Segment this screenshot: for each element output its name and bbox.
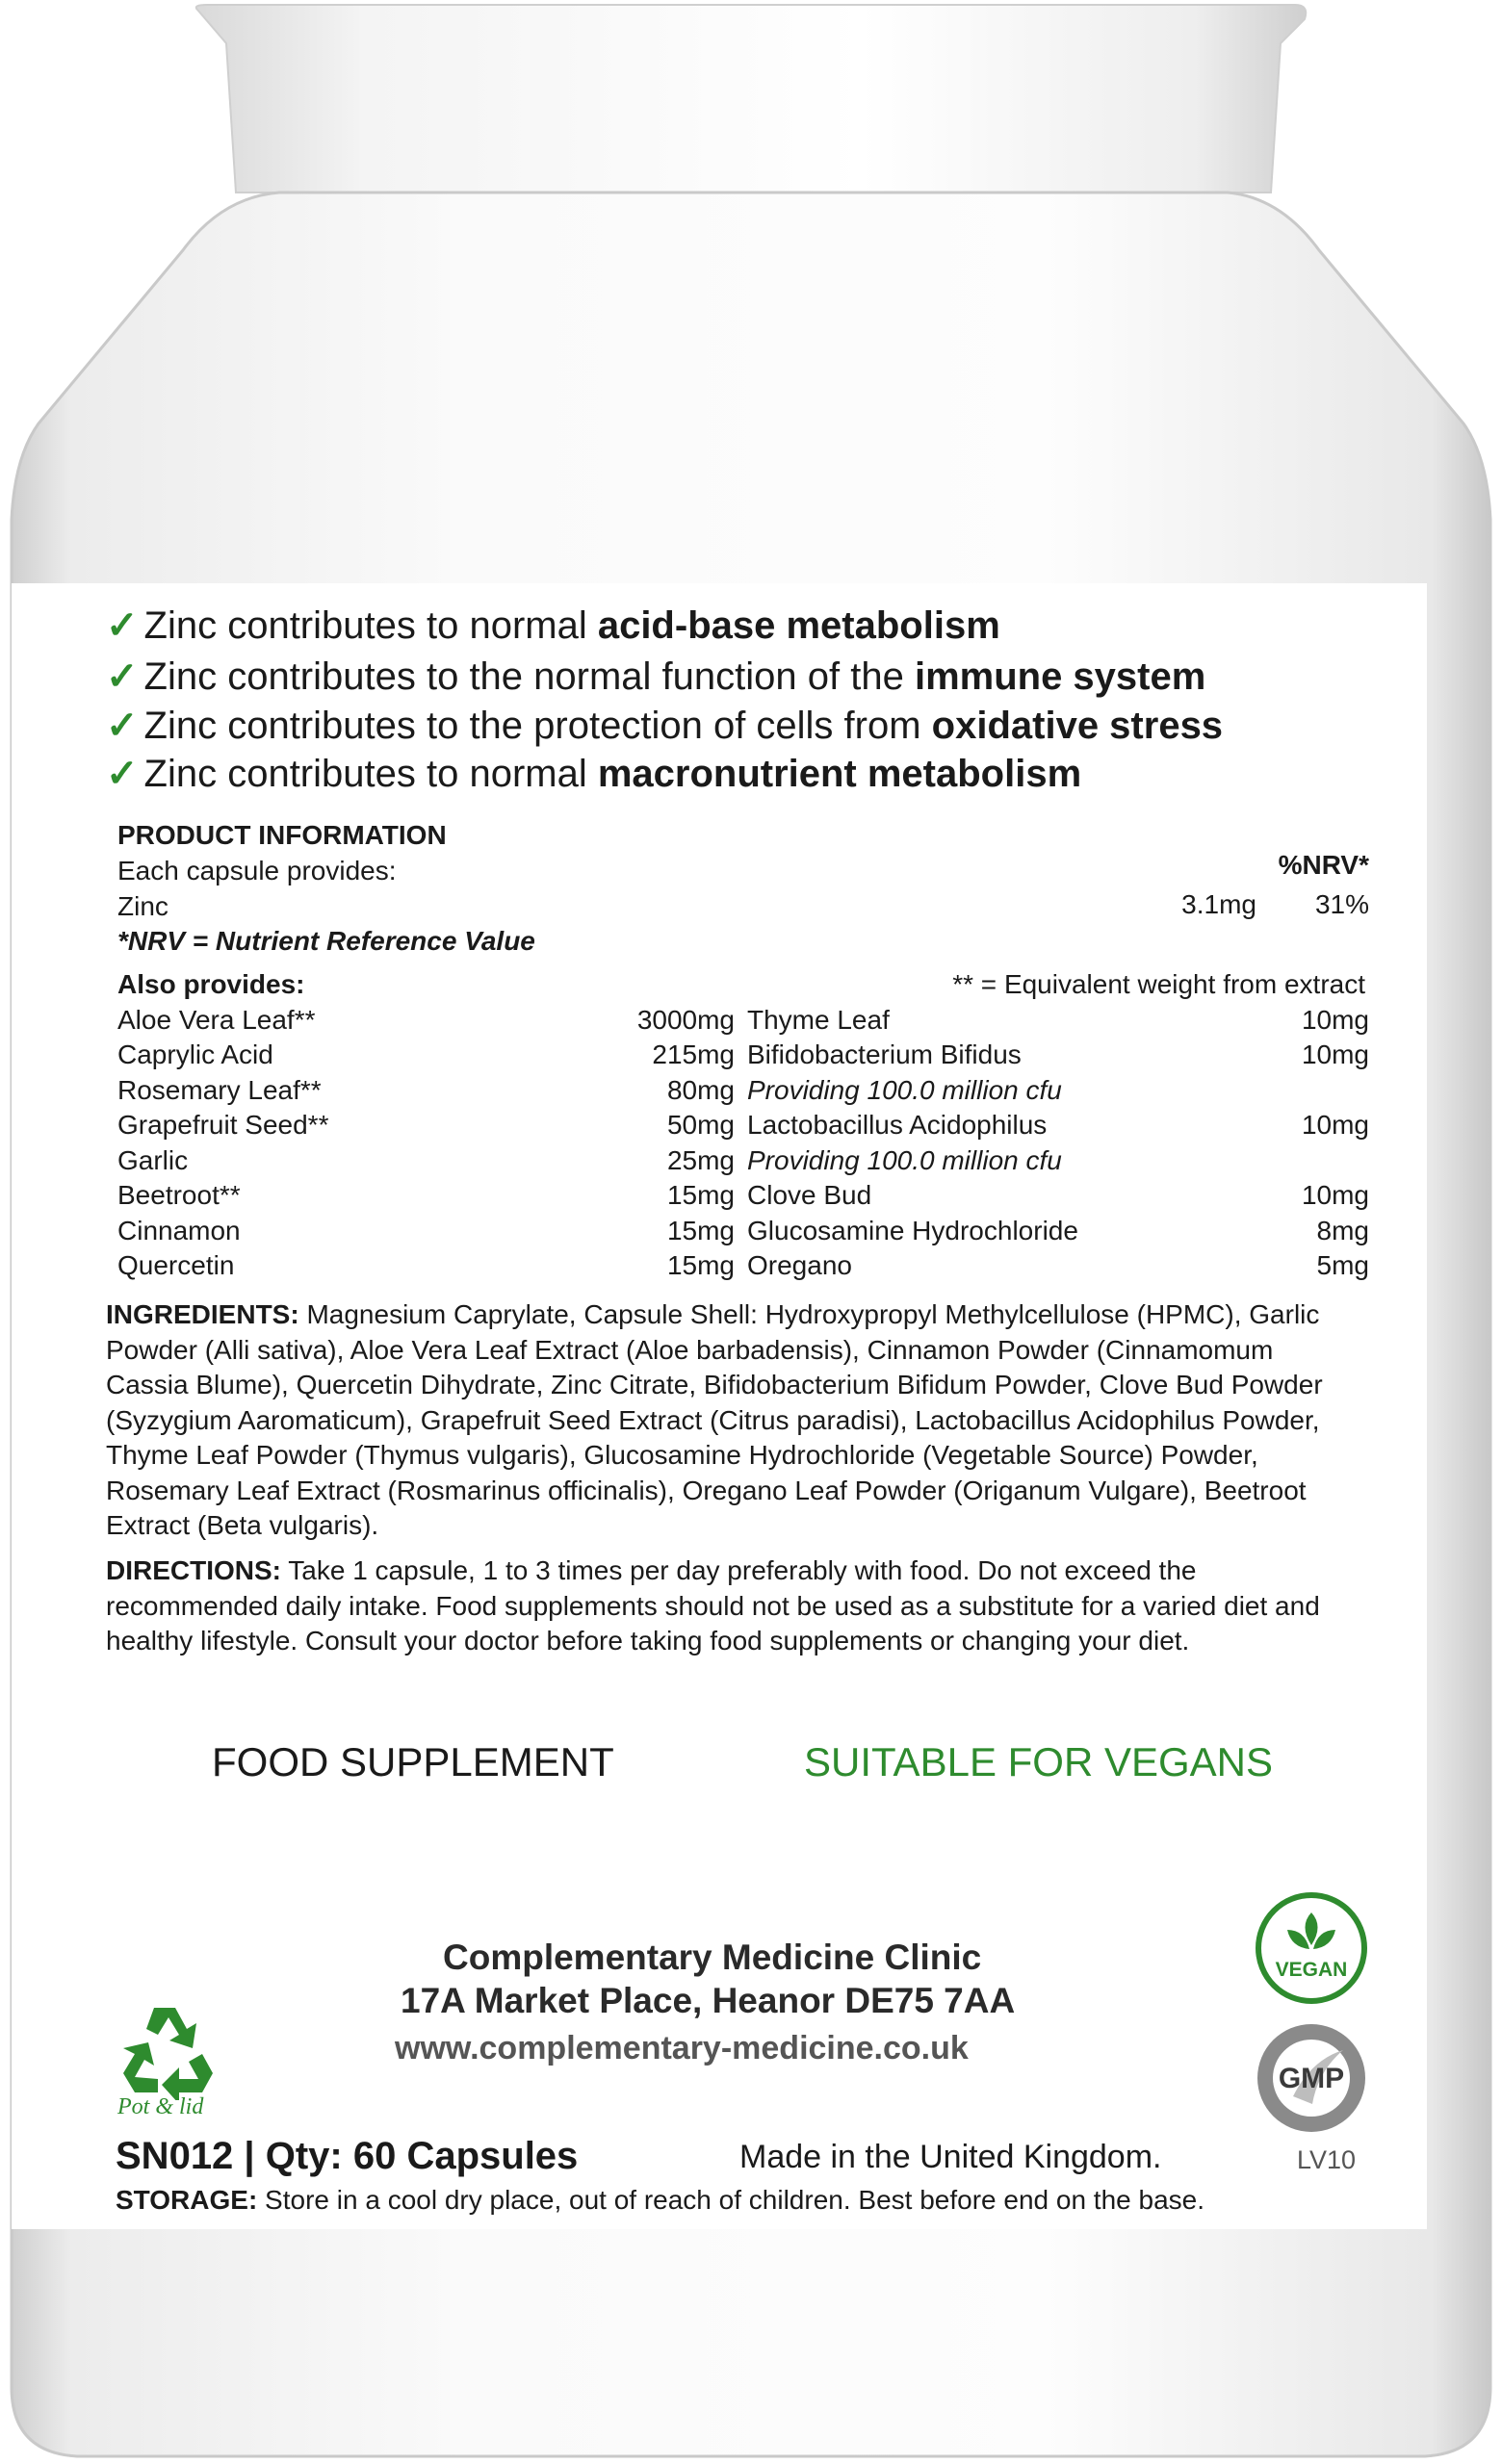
also-right-item-name: Bifidobacterium Bifidus xyxy=(747,1040,1022,1069)
also-provides-heading: Also provides: xyxy=(117,969,305,999)
sku-quantity: SN012 | Qty: 60 Capsules xyxy=(116,2135,579,2177)
also-left-item-name: Cinnamon xyxy=(117,1216,241,1245)
nrv-column-heading: %NRV* xyxy=(1278,850,1369,880)
also-right-item-name: Oregano xyxy=(747,1250,852,1280)
vegan-badge xyxy=(1255,1891,1368,2005)
also-left-item-amount: 15mg xyxy=(666,1216,735,1245)
claim-4: ✓ Zinc contributes to normal macronutrient metabolism xyxy=(106,753,1082,795)
recycle-symbol xyxy=(116,2000,221,2119)
company-address: 17A Market Place, Heanor DE75 7AA xyxy=(401,1981,1016,2020)
also-left-item-amount: 215mg xyxy=(652,1040,735,1069)
company-name: Complementary Medicine Clinic xyxy=(443,1938,982,1977)
each-capsule-label: Each capsule provides: xyxy=(117,856,397,886)
also-left-item-name: Grapefruit Seed** xyxy=(117,1110,329,1140)
bottle-cap xyxy=(196,5,1307,192)
directions-label: DIRECTIONS: xyxy=(106,1555,281,1585)
check-icon: ✓ xyxy=(106,604,139,647)
also-left-item-name: Quercetin xyxy=(117,1250,235,1280)
also-left-item-name: Aloe Vera Leaf** xyxy=(117,1005,316,1035)
directions-block xyxy=(106,1553,1348,1659)
also-right-item-note: Providing 100.0 million cfu xyxy=(747,1075,1062,1105)
check-icon: ✓ xyxy=(106,753,139,795)
nutrient-amount: 3.1mg xyxy=(1181,889,1256,919)
also-right-item-amount: 10mg xyxy=(1301,1005,1369,1035)
nutrient-name: Zinc xyxy=(117,891,168,921)
check-icon: ✓ xyxy=(106,705,139,747)
vegan-leaf-icon xyxy=(1255,1891,1368,2005)
vegan-badge-text: VEGAN xyxy=(1275,1959,1348,1981)
storage-label: STORAGE: xyxy=(116,2185,258,2215)
also-right-item-amount: 5mg xyxy=(1316,1250,1369,1280)
also-left-item-name: Rosemary Leaf** xyxy=(117,1075,322,1105)
extract-note: ** = Equivalent weight from extract xyxy=(952,969,1365,999)
also-left-item-amount: 15mg xyxy=(666,1250,735,1280)
also-left-item-amount: 25mg xyxy=(666,1145,735,1175)
also-right-item-name: Thyme Leaf xyxy=(747,1005,890,1035)
food-supplement-label: FOOD SUPPLEMENT xyxy=(212,1739,614,1784)
ingredients-label: INGREDIENTS: xyxy=(106,1299,299,1329)
recycle-icon xyxy=(116,2000,221,2100)
also-right-item-name: Clove Bud xyxy=(747,1180,872,1210)
also-right-item-amount: 10mg xyxy=(1301,1040,1369,1069)
claim-2: ✓ Zinc contributes to the normal function of the immune system xyxy=(106,655,1206,698)
also-right-item-name: Glucosamine Hydrochloride xyxy=(747,1216,1078,1245)
also-left-item-name: Garlic xyxy=(117,1145,189,1175)
storage-text: Store in a cool dry place, out of reach of children. Best before end on the base. xyxy=(257,2185,1204,2215)
nrv-note: *NRV = Nutrient Reference Value xyxy=(117,926,535,956)
ingredients-block xyxy=(106,1297,1348,1544)
gmp-badge-text: GMP xyxy=(1278,2063,1345,2094)
also-right-item-name: Lactobacillus Acidophilus xyxy=(747,1110,1048,1140)
also-right-item-amount: 10mg xyxy=(1301,1110,1369,1140)
also-left-item-name: Beetroot** xyxy=(117,1180,241,1210)
also-left-item-amount: 15mg xyxy=(666,1180,735,1210)
also-left-item-amount: 80mg xyxy=(666,1075,735,1105)
recycle-caption: Pot & lid xyxy=(117,2094,204,2119)
also-left-item-amount: 50mg xyxy=(666,1110,735,1140)
also-right-item-note: Providing 100.0 million cfu xyxy=(747,1145,1062,1175)
gmp-badge xyxy=(1255,2021,1368,2135)
suitable-for-vegans-label: SUITABLE FOR VEGANS xyxy=(804,1739,1273,1784)
label-version: LV10 xyxy=(1297,2145,1357,2174)
also-left-item-name: Caprylic Acid xyxy=(117,1040,273,1069)
nutrient-nrv: 31% xyxy=(1314,889,1369,919)
check-icon: ✓ xyxy=(106,655,139,698)
ingredients-text: Magnesium Caprylate, Capsule Shell: Hydroxypropyl Methylcellulose (HPMC), Garlic Powder (Alli sativa), Aloe Vera Leaf Extract (Aloe barbadensis), Cinnamon Powder (Cinnamomum Cassia Blume), Quercetin Dihydrate, Zinc Citrate, Bifidobacterium Bifidum Powder, Clove Bud Powder (Syzygium Aaromaticum), Grapefruit Seed Extract (Citrus paradisi), Lactobacillus Acidophilus Powder, Thyme Leaf Powder (Thymus vulgaris), Glucosamine Hydrochloride (Vegetable Source) Powder, Rosemary Leaf Extract (Rosmarinus officinalis), Oregano Leaf Powder (Origanum Vulgare), Beetroot Extract (Beta vulgaris). xyxy=(106,1299,1323,1540)
also-left-item-amount: 3000mg xyxy=(636,1005,735,1035)
also-right-item-amount: 8mg xyxy=(1316,1216,1369,1245)
product-info-heading: PRODUCT INFORMATION xyxy=(117,820,447,850)
also-right-item-amount: 10mg xyxy=(1301,1180,1369,1210)
claim-1: ✓ Zinc contributes to normal acid-base metabolism xyxy=(106,604,1000,647)
company-url: www.complementary-medicine.co.uk xyxy=(395,2030,969,2066)
storage-block xyxy=(116,2185,1204,2216)
claim-3: ✓ Zinc contributes to the protection of cells from oxidative stress xyxy=(106,705,1224,747)
directions-text: Take 1 capsule, 1 to 3 times per day preferably with food. Do not exceed the recommended daily intake. Food supplements should not be used as a substitute for a varied diet and healthy lifestyle. Consult your doctor before taking food supplements or changing your diet. xyxy=(106,1555,1320,1656)
made-in-label: Made in the United Kingdom. xyxy=(739,2139,1162,2175)
